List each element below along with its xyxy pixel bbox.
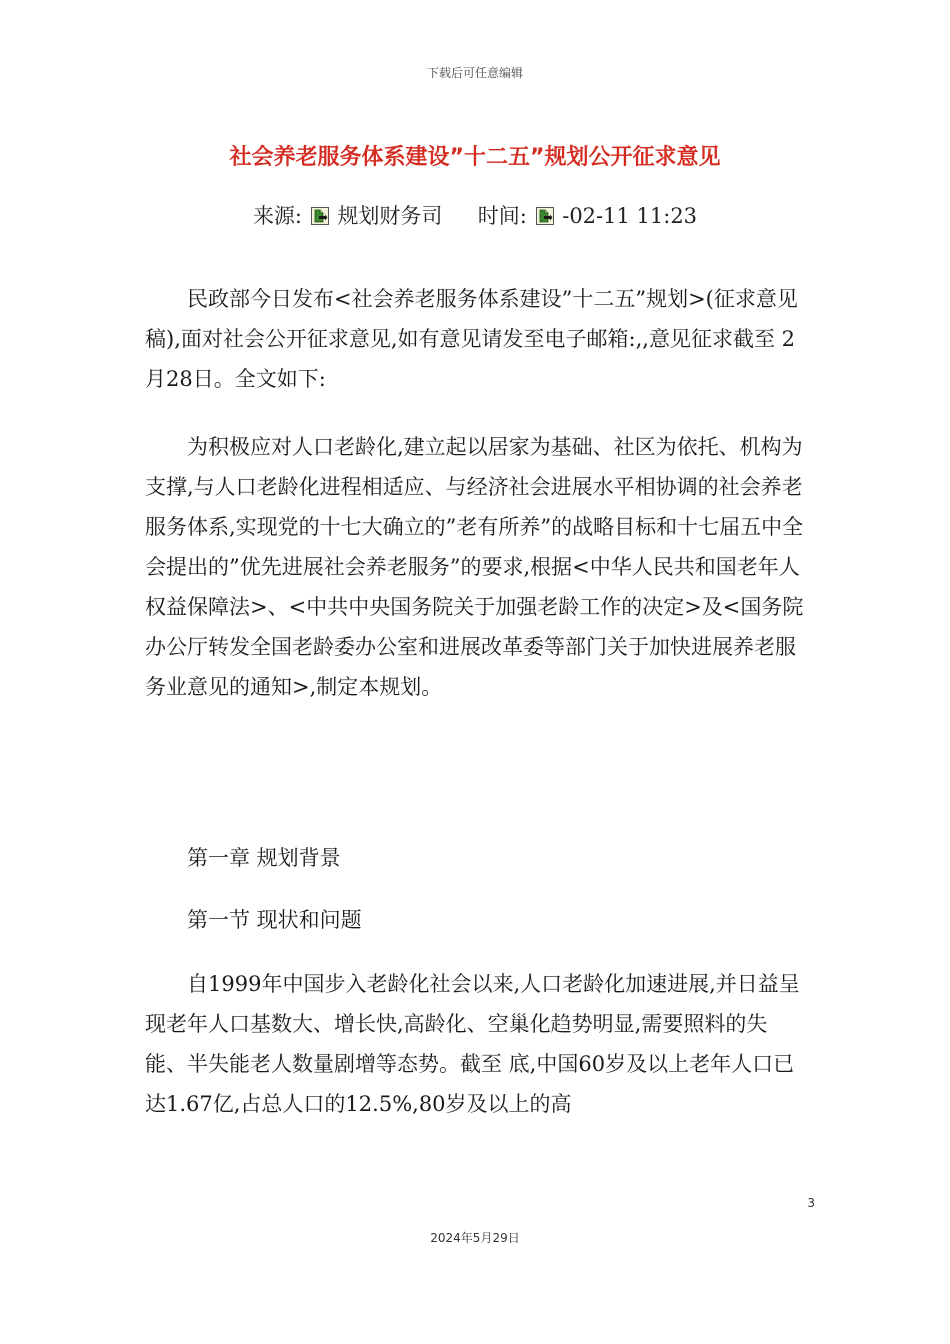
document-link-icon[interactable] <box>536 207 554 225</box>
section-heading <box>145 900 809 940</box>
status-paragraph <box>145 964 809 1124</box>
intro-paragraph <box>145 279 809 399</box>
time-value: -02-11 11:23 <box>562 204 698 228</box>
page-header: 下载后可任意编辑 <box>426 66 523 80</box>
document-link-icon[interactable] <box>311 207 329 225</box>
article-meta <box>0 200 950 230</box>
page-number: 3 <box>807 1196 815 1210</box>
paragraph-text: 民政部今日发布<社会养老服务体系建设”十二五”规划>(征求意见稿),面对社会公开征求意见,如有意见请发至电子邮箱:,,意见征求截至 2月28日。全文如下: <box>145 287 798 391</box>
paragraph-text: 为积极应对人口老龄化,建立起以居家为基础、社区为依托、机构为支撑,与人口老龄化进程相适应、与经济社会进展水平相协调的社会养老服务体系,实现党的十七大确立的”老有所养”的战略目标和十七届五中全会提出的”优先进展社会养老服务”的要求,根据<中华人民共和国老年人权益保障法>、<中共中央国务院关于加强老龄工作的决定>及<国务院办公厅转发全国老龄委办公室和进展改革委等部门关于加快进展养老服务业意见的通知>,制定本规划。 <box>145 435 804 699</box>
chapter-title: 第一章 规划背景 <box>187 846 341 870</box>
purpose-paragraph <box>145 427 809 707</box>
page-title: 社会养老服务体系建设”十二五”规划公开征求意见 <box>229 145 721 170</box>
page-footer-date: 2024年5月29日 <box>430 1231 520 1245</box>
source-value: 规划财务司 <box>337 204 443 228</box>
time-label: 时间: <box>477 204 527 228</box>
source-label: 来源: <box>252 204 303 228</box>
section-title: 第一节 现状和问题 <box>187 908 362 932</box>
chapter-heading <box>145 838 809 878</box>
paragraph-text: 自1999年中国步入老龄化社会以来,人口老龄化加速进展,并日益呈现老年人口基数大、增长快,高龄化、空巢化趋势明显,需要照料的失能、半失能老人数量剧增等态势。截至 底,中国60岁及以上老年人口已达1.67亿,占总人口的12.5%,80岁及以上的高 <box>145 972 800 1116</box>
